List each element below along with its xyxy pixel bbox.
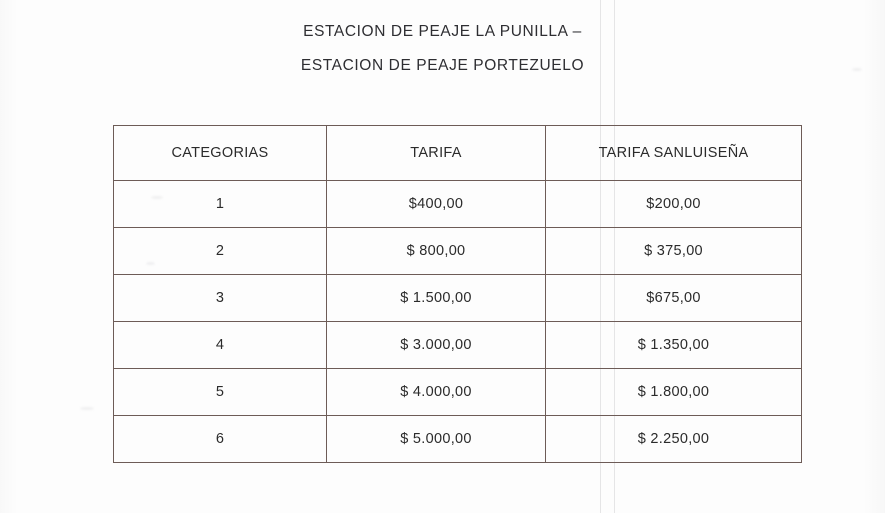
title-line-1: ESTACION DE PEAJE LA PUNILLA – [303,23,582,40]
table-row [114,369,802,416]
cell-tarifa-sanluisena: $ 2.250,00 [546,416,802,463]
cell-categoria: 3 [114,275,327,322]
cell-tarifa-sanluisena: $ 1.800,00 [546,369,802,416]
cell-tarifa: $400,00 [327,181,546,228]
cell-tarifa-sanluisena: $ 375,00 [546,228,802,275]
table-row [114,275,802,322]
column-header-categorias: CATEGORIAS [114,126,327,181]
cell-categoria: 4 [114,322,327,369]
table-row [114,228,802,275]
cell-categoria: 2 [114,228,327,275]
cell-categoria: 5 [114,369,327,416]
table-row [114,181,802,228]
title-line-2: ESTACION DE PEAJE PORTEZUELO [300,56,585,74]
table-row [114,322,802,369]
cell-tarifa: $ 1.500,00 [327,275,546,322]
scan-smudge [80,407,94,410]
cell-categoria: 1 [114,181,327,228]
cell-tarifa-sanluisena: $ 1.350,00 [546,322,802,369]
column-header-tarifa: TARIFA [327,126,546,181]
table-header-row [114,126,802,181]
table-row [114,416,802,463]
cell-tarifa: $ 5.000,00 [327,416,546,463]
document-title [0,24,885,91]
tariff-table [113,125,802,463]
cell-tarifa: $ 4.000,00 [327,369,546,416]
cell-categoria: 6 [114,416,327,463]
column-header-tarifa-sanluisena: TARIFA SANLUISEÑA [546,126,802,181]
cell-tarifa-sanluisena: $675,00 [546,275,802,322]
cell-tarifa-sanluisena: $200,00 [546,181,802,228]
cell-tarifa: $ 3.000,00 [327,322,546,369]
tariff-table-container [113,125,801,463]
cell-tarifa: $ 800,00 [327,228,546,275]
